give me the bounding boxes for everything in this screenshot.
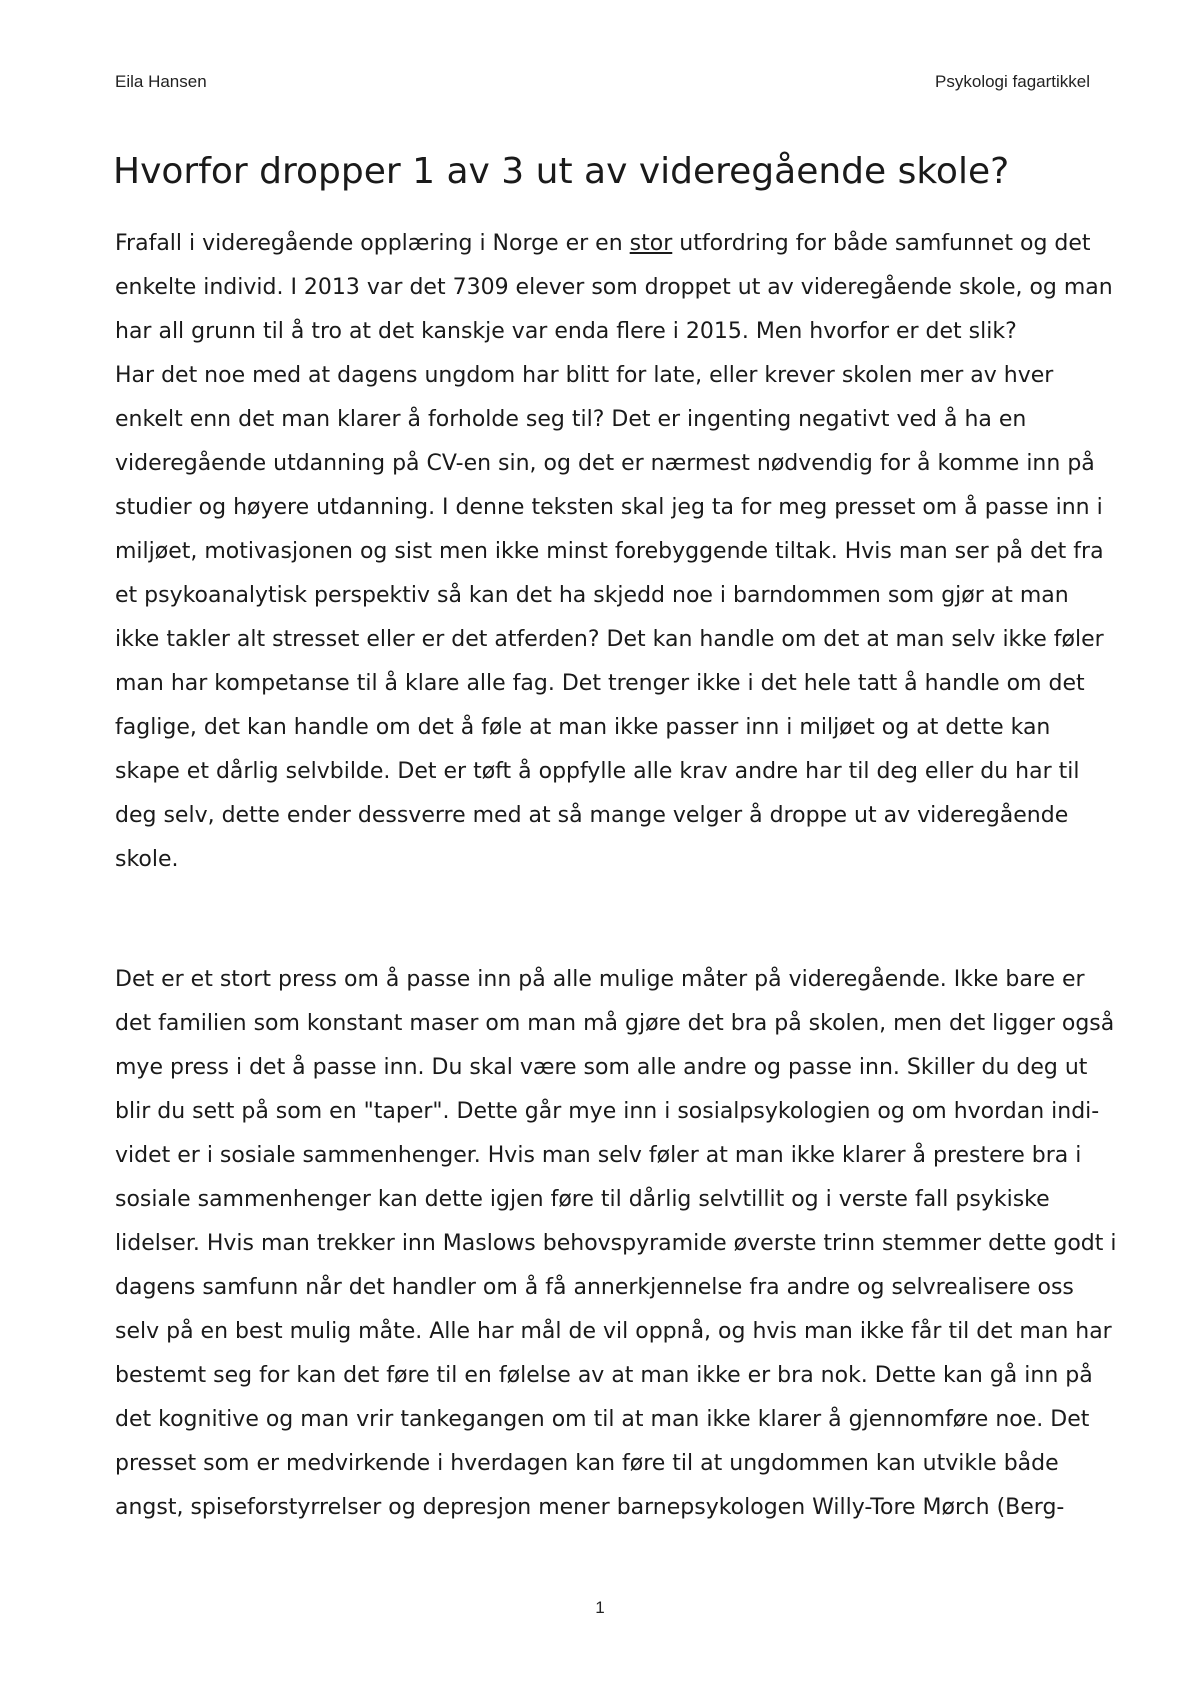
paragraph-line	[115, 222, 1095, 266]
paragraph-peer-pressure	[115, 958, 1117, 1530]
paragraph-line: dagens samfunn når det handler om å få annerkjennelse fra andre og selvrealisere oss	[115, 1275, 1074, 1300]
paragraph-line: faglige, det kan handle om det å føle at man ikke passer inn i miljøet og at dette kan	[115, 715, 1051, 740]
paragraph-line: skole.	[115, 847, 179, 872]
paragraph-line: ikke takler alt stresset eller er det atferden? Det kan handle om det at man selv ikke føler	[115, 627, 1104, 652]
paragraph-line: lidelser. Hvis man trekker inn Maslows behovspyramide øverste trinn stemmer dette godt i	[115, 1231, 1117, 1256]
text-run: utfordring for både samfunnet og det	[672, 231, 1091, 256]
paragraph-line: sosiale sammenhenger kan dette igjen føre til dårlig selvtillit og i verste fall psykiske	[115, 1187, 1050, 1212]
paragraph-line: man har kompetanse til å klare alle fag. Det trenger ikke i det hele tatt å handle om det	[115, 671, 1085, 696]
header-author: Eila Hansen	[115, 72, 207, 91]
paragraph-line: enkelt enn det man klarer å forholde seg til? Det er ingenting negativt ved å ha en	[115, 407, 1027, 432]
paragraph-line: enkelte individ. I 2013 var det 7309 elever som droppet ut av videregående skole, og man	[115, 275, 1113, 300]
paragraph-line: miljøet, motivasjonen og sist men ikke minst forebyggende tiltak. Hvis man ser på det fra	[115, 539, 1104, 564]
page-header	[115, 72, 1090, 96]
paragraph-line: deg selv, dette ender dessverre med at så mange velger å droppe ut av videregående	[115, 803, 1069, 828]
paragraph-line: videregående utdanning på CV-en sin, og det er nærmest nødvendig for å komme inn på	[115, 451, 1095, 476]
paragraph-line: det familien som konstant maser om man må gjøre det bra på skolen, men det ligger også	[115, 1011, 1115, 1036]
paragraph-intro	[115, 222, 1113, 882]
paragraph-line: mye press i det å passe inn. Du skal være som alle andre og passe inn. Skiller du deg ut	[115, 1055, 1088, 1080]
paragraph-line: har all grunn til å tro at det kanskje var enda flere i 2015. Men hvorfor er det slik?	[115, 319, 1017, 344]
underlined-word: stor	[629, 231, 673, 256]
paragraph-line: det kognitive og man vrir tankegangen om til at man ikke klarer å gjennomføre noe. Det	[115, 1407, 1090, 1432]
paragraph-line: skape et dårlig selvbilde. Det er tøft å oppfylle alle krav andre har til deg eller du har til	[115, 759, 1080, 784]
paragraph-line: angst, spiseforstyrrelser og depresjon mener barnepsykologen Willy-Tore Mørch (Berg-	[115, 1495, 1065, 1520]
paragraph-line: selv på en best mulig måte. Alle har mål de vil oppnå, og hvis man ikke får til det man har	[115, 1319, 1112, 1344]
paragraph-line: blir du sett på som en "taper". Dette går mye inn i sosialpsykologien og om hvordan indi-	[115, 1099, 1100, 1124]
paragraph-line: studier og høyere utdanning. I denne teksten skal jeg ta for meg presset om å passe inn i	[115, 495, 1103, 520]
paragraph-line: videt er i sosiale sammenhenger. Hvis man selv føler at man ikke klarer å prestere bra i	[115, 1143, 1082, 1168]
page-number: 1	[595, 1598, 605, 1617]
document-title: Hvorfor dropper 1 av 3 ut av videregående skole?	[113, 151, 1010, 192]
paragraph-line: et psykoanalytisk perspektiv så kan det ha skjedd noe i barndommen som gjør at man	[115, 583, 1069, 608]
paragraph-line: bestemt seg for kan det føre til en følelse av at man ikke er bra nok. Dette kan gå inn på	[115, 1363, 1093, 1388]
header-subject: Psykologi fagartikkel	[935, 72, 1090, 91]
paragraph-line: Har det noe med at dagens ungdom har blitt for late, eller krever skolen mer av hver	[115, 363, 1054, 388]
paragraph-line: presset som er medvirkende i hverdagen kan føre til at ungdommen kan utvikle både	[115, 1451, 1059, 1476]
text-run: Frafall i videregående opplæring i Norge er en	[115, 231, 630, 256]
paragraph-line: Det er et stort press om å passe inn på alle mulige måter på videregående. Ikke bare er	[115, 967, 1085, 992]
